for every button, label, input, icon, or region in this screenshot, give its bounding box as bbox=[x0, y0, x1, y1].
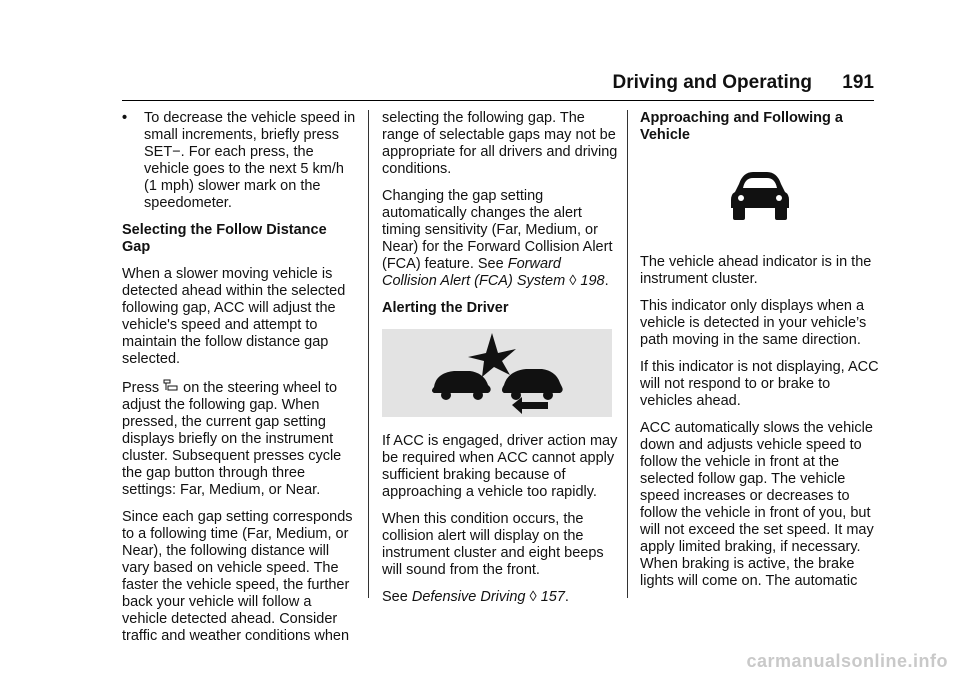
paragraph: If this indicator is not displaying, ACC will not respond to or brake to vehicles ahead. bbox=[640, 359, 879, 409]
page-ref-arrow: ◊ bbox=[569, 273, 577, 289]
bullet-marker: • bbox=[122, 110, 128, 126]
vehicle-ahead-indicator-icon bbox=[640, 168, 880, 234]
paragraph bbox=[122, 378, 358, 499]
cross-reference-link[interactable]: Forward Collision Alert (FCA) System bbox=[382, 256, 566, 289]
paragraph: If ACC is engaged, driver action may be required when ACC cannot apply sufficient braking because of approaching a vehicle too rapidly. bbox=[382, 433, 618, 500]
page-ref[interactable]: 198 bbox=[580, 273, 605, 289]
paragraph: The vehicle ahead indicator is in the instrument cluster. bbox=[640, 254, 872, 287]
column-1 bbox=[122, 110, 358, 655]
page-number: 191 bbox=[842, 72, 874, 93]
watermark: carmanualsonline.info bbox=[746, 651, 948, 671]
section-heading: Approaching and Following a Vehicle bbox=[640, 110, 843, 143]
gap-button-icon bbox=[163, 380, 179, 395]
collision-alert-illustration bbox=[382, 329, 612, 417]
paragraph: selecting the following gap. The range of selectable gaps may not be appropriate for all drivers and driving conditions. bbox=[382, 110, 618, 177]
paragraph: When this condition occurs, the collision alert will display on the instrument cluster and eight beeps will sound from the front. bbox=[382, 511, 604, 578]
paragraph-text: on the steering wheel to adjust the following gap. When pressed, the current gap setting displays briefly on the instrument cluster. Subsequent presses cycle the gap button through three settings: Far, Medium, or Near. bbox=[122, 380, 342, 498]
page-ref-arrow: ◊ bbox=[529, 589, 537, 605]
bullet-text: To decrease the vehicle speed in small increments, briefly press SET−. For each press, the vehicle goes to the next 5 km/h (1 mph) slower mark on the speedometer. bbox=[144, 110, 356, 211]
paragraph: Since each gap setting corresponds to a following time (Far, Medium, or Near), the following distance will vary based on vehicle speed. The faster the vehicle speed, the further back your vehicle will follow a vehicle detected ahead. Consider traffic and weather conditions when bbox=[122, 509, 353, 644]
paragraph: Changing the gap setting automatically changes the alert timing sensitivity (Far, Medium, or Near) for the Forward Collision Alert (FCA) feature. See Forward Collision Alert (FCA) System ◊ 198. bbox=[382, 188, 613, 289]
paragraph-text: Changing the gap setting automatically changes the alert timing sensitivity (Far, Medium, or Near) for the Forward Collision Alert (FCA) feature. See bbox=[382, 188, 613, 272]
bullet-item bbox=[122, 110, 358, 212]
paragraph: ACC automatically slows the vehicle down and adjusts vehicle speed to follow the vehicle in front at the selected follow gap. The vehicle speed increases or decreases to follow the vehicle in front of you, but will not exceed the set speed. It may apply limited braking, if necessary. When braking is active, the brake lights will come on. The automatic bbox=[640, 420, 874, 589]
cross-reference-link[interactable]: Defensive Driving bbox=[411, 589, 526, 605]
column-divider bbox=[627, 110, 628, 598]
paragraph: This indicator only displays when a vehicle is detected in your vehicle’s path moving in the same direction. bbox=[640, 298, 867, 348]
paragraph-text: Press bbox=[122, 380, 160, 396]
section-heading: Selecting the Follow Distance Gap bbox=[122, 222, 327, 255]
column-3 bbox=[640, 110, 880, 600]
section-heading: Alerting the Driver bbox=[382, 300, 509, 316]
section-title: Driving and Operating bbox=[612, 72, 812, 93]
page-ref[interactable]: 157 bbox=[540, 589, 565, 605]
column-2 bbox=[382, 110, 618, 616]
paragraph: See Defensive Driving ◊ 157. bbox=[382, 589, 569, 605]
column-divider bbox=[368, 110, 369, 598]
page-header bbox=[122, 70, 874, 101]
paragraph-text: See bbox=[382, 589, 408, 605]
paragraph: When a slower moving vehicle is detected ahead within the selected following gap, ACC will adjust the vehicle's speed and attempt to maintain the follow distance gap selected. bbox=[122, 266, 346, 367]
